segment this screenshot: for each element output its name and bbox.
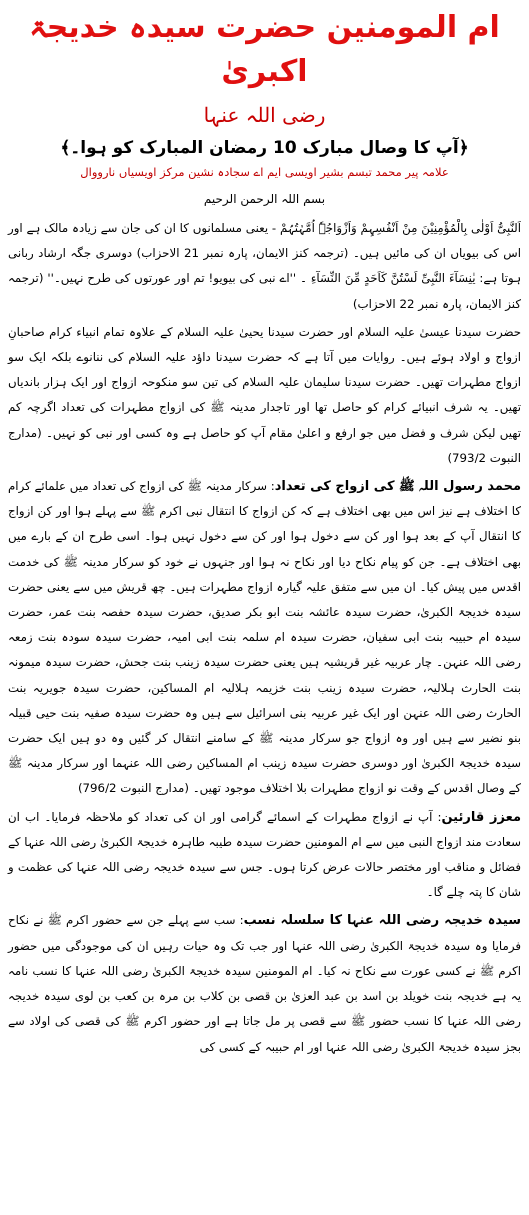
section-lead: محمد رسول اللہ ﷺ کی ازواج کی تعداد bbox=[274, 479, 521, 495]
article-page bbox=[0, 6, 529, 1215]
paragraph bbox=[8, 908, 521, 1059]
paragraph-text: - یعنی مسلمانوں کا ان کی جان سے زیادہ مالک ہے اور اس کی بیویاں ان کی مائیں ہیں۔ (ترجمہ کنز الایمان، پارہ نمبر 21 الاحزاب) دوسری جگہ ارشاد ربانی ہوتا ہے: یٰنِسَآءَ النَّبِیِّ لَسْتُنَّ کَاَحَدٍ مِّنَ النِّسَآءِ ۔ ''اے نبی کی بیویو! تم اور عورتوں کی طرح نہیں۔'' (ترجمہ کنز الایمان، پارہ نمبر 22 الاحزاب) bbox=[8, 221, 521, 311]
article-heading: ﴿آپ کا وصال مبارک 10 رمضان المبارک کو ہوا۔﴾ bbox=[60, 138, 469, 158]
page-title: ام المومنین حضرت سیدہ خدیجۃ اکبریٰ bbox=[29, 10, 500, 89]
author-byline: علامہ پیر محمد تبسم بشیر اویسی ایم اے سجادہ نشین مرکز اویسیاں نارووال bbox=[80, 165, 449, 179]
section-lead: سیدہ خدیجہ رضی اللہ عنہا کا سلسلہ نسب bbox=[243, 913, 521, 929]
quran-verse: اَلنَّبِیُّ اَوْلٰی بِالْمُؤْمِنِیْنَ مِنْ اَنْفُسِہِمْ وَاَزْوَاجُہٗ اُمَّہٰتُہُمْ bbox=[280, 221, 521, 235]
paragraph-text: : سرکار مدینہ ﷺ کی ازواج کی تعداد میں علمائے کرام کا اختلاف ہے نیز اس میں بھی اختلاف ہے کہ کن ازواج کا انتقال نبی اکرم ﷺ سے پہلے ہوا اور کن ازواج کا انتقال آپ کے بعد ہوا اور کن سے دخول ہوا اور کن سے دخول نہیں ہوا۔ اسی طرح ان کے بارے میں بھی اختلاف ہے۔ جن کو پیام نکاح دیا اور نکاح نہ ہوا اور جنہوں نے خود کو سرکار مدینہ ﷺ کی خدمت اقدس میں پیش کیا۔ ان میں سے متفق علیہ گیارہ ازواج مطہرات ہیں۔ چھ قریش میں سے یعنی حضرت سیدہ خدیجۃ الکبریٰ، حضرت سیدہ عائشہ بنت ابو بکر صدیق، حضرت سیدہ حفصہ بنت عمر، حضرت سیدہ ام حبیبہ بنت ابی سفیان، حضرت سیدہ ام سلمہ بنت ابی امیہ، حضرت سیدہ سودہ بنت زمعہ رضی اللہ عنہن۔ چار عربیہ غیر قریشیہ ہیں یعنی حضرت سیدہ زینب بنت جحش، حضرت سیدہ میمونہ بنت الحارث ہلالیہ، حضرت سیدہ زینب بنت خزیمہ ہلالیہ ام المساکین، حضرت سیدہ جویریہ بنت الحارث رضی اللہ عنہن اور ایک غیر عربیہ بنی اسرائیل سے ہیں وہ حضرت سیدہ صفیہ بنت حیی قبیلہ بنو نضیر سے ہیں اور وہ ازواج جو سرکار مدینہ ﷺ کے سامنے انتقال کر گئیں وہ دو ہیں ایک حضرت سیدہ خدیجۃ الکبریٰ اور دوسری حضرت سیدہ زینب ام المساکین رضی اللہ عنہما اور سرکار مدینہ ﷺ کے وصال اقدس کے وقت نو ازواج مطہرات بلا اختلاف موجود تھیں۔ (مدارج النبوت 796/2) bbox=[8, 479, 521, 796]
paragraph-text: : سب سے پہلے جن سے حضور اکرم ﷺ نے نکاح فرمایا وہ سیدہ خدیجۃ الکبریٰ رضی اللہ عنہا اور جب تک وہ حیات رہیں ان کی موجودگی میں حضور اکرم ﷺ نے کسی عورت سے نکاح نہ کیا۔ ام المومنین سیدہ خدیجۃ الکبریٰ رضی اللہ عنہا کا نسب نامہ یہ ہے خدیجہ بنت خویلد بن اسد بن عبد العزیٰ بن قصی بن کلاب بن مرہ بن کعب بن لوی سیدہ خدیجہ رضی اللہ عنہا کا نسب حضور ﷺ سے قصی پر مل جاتا ہے اور حضور اکرم ﷺ کی قصی کی اولاد سے بجز سیدہ خدیجۃ الکبریٰ رضی اللہ عنہا اور ام حبیبہ کے کسی کی bbox=[8, 913, 521, 1054]
paragraph bbox=[8, 216, 521, 317]
paragraph bbox=[8, 805, 521, 906]
page-subtitle: رضی اللہ عنہا bbox=[203, 103, 326, 127]
bismillah-line: بسم اللہ الرحمن الرحیم bbox=[203, 192, 326, 206]
section-lead: معزز قارئین bbox=[441, 809, 522, 825]
paragraph-text: : آپ نے ازواج مطہرات کے اسمائے گرامی اور ان کی تعداد کو ملاحظہ فرمایا۔ اب ان سعادت مند ازواج النبی میں سے ام المومنین حضرت سیدہ طیبہ طاہرہ خدیجۃ الکبریٰ رضی اللہ عنہا کے فضائل و مناقب اور مختصر حالات عرض کرتا ہوں۔ جس سے سیدہ خدیجہ رضی اللہ عنہا کی عظمت و شان کا پتہ چلے گا۔ bbox=[8, 809, 521, 900]
paragraph bbox=[8, 474, 521, 802]
paragraph-text: حضرت سیدنا عیسیٰ علیہ السلام اور حضرت سیدنا یحییٰ علیہ السلام کے علاوہ تمام انبیاء کرام صاحبانِ ازواج و اولاد ہوئے ہیں۔ روایات میں آتا ہے کہ حضرت سیدنا داؤد علیہ السلام کی ننانوے بلکہ ایک سو ازواج مطہرات تھیں۔ حضرت سیدنا سلیمان علیہ السلام کی تین سو منکوحہ ازواج اور ایک ہزار باندیاں تھیں۔ یہ شرف انبیائے کرام کو حاصل تھا اور تاجدار مدینہ ﷺ کی ازواج مطہرات کی تعداد اگرچہ کم تھیں لیکن شرف و فضل میں جو ارفع و اعلیٰ مقام آپ کو حاصل ہے وہ کسی اور نبی کو نہیں۔ (مدارج النبوت 793/2) bbox=[8, 324, 521, 465]
paragraph bbox=[8, 320, 521, 471]
